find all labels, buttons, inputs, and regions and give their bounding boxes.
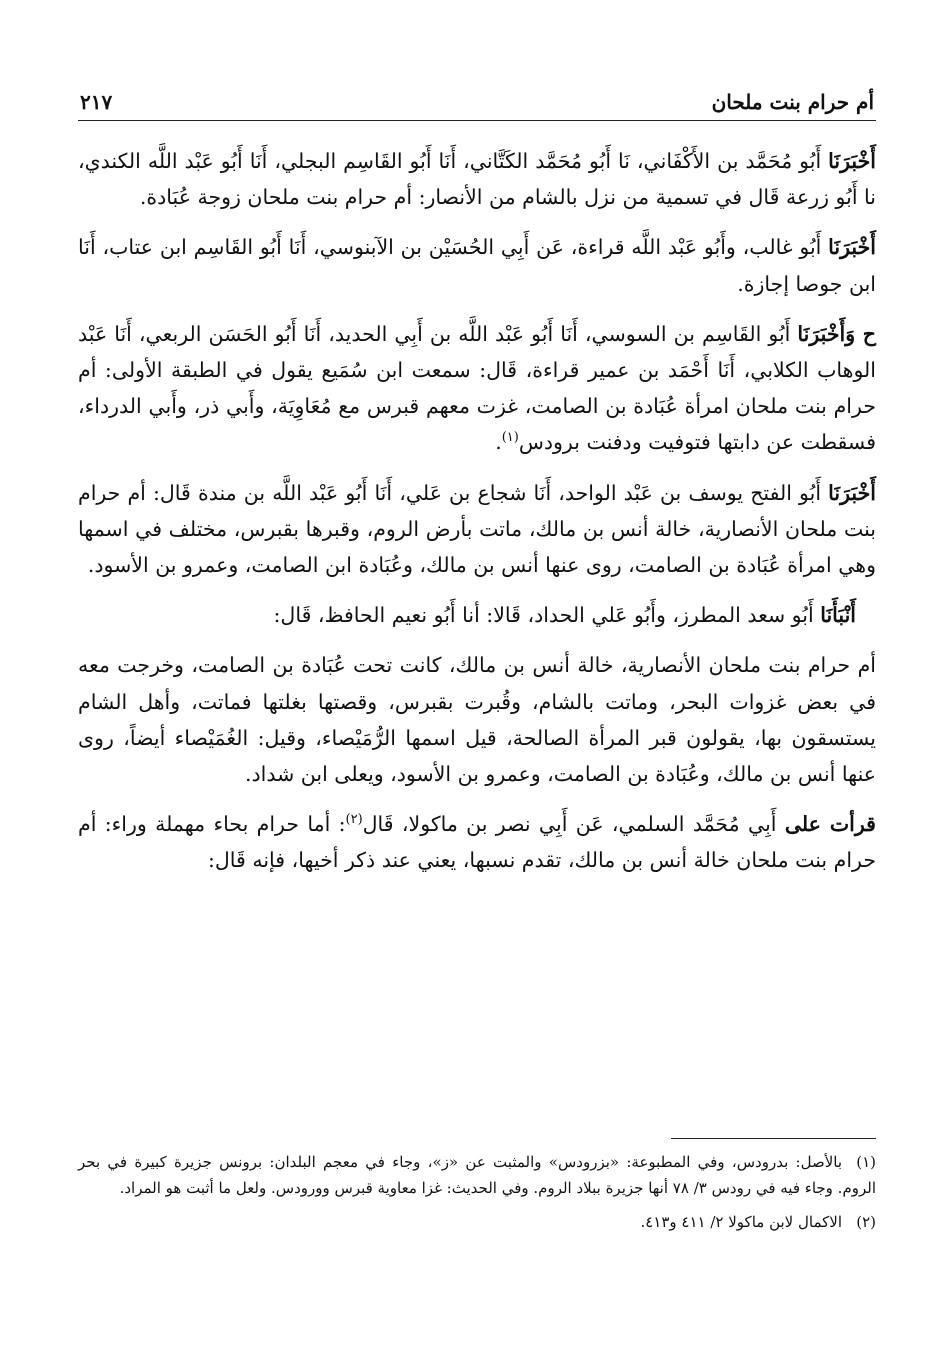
paragraph-text: أَبُو سعد المطرز، وأَبُو عَلي الحداد، قَالا: أنا أَبُو نعيم الحافظ، قَال: <box>273 603 821 628</box>
paragraph-tail: : أما حرام بحاء مهملة وراء: أم حرام بنت ملحان خالة أنس بن مالك، تقدم نسبها، يعني عند ذكر أخيها، فإنه قَال: <box>78 812 876 873</box>
paragraph-text: أَبُو غالب، وأَبُو عَبْد اللَّه قراءة، عَن أَبِي الحُسَيْن بن الآبنوسي، أَنَا أَبُو القَاسِم ابن عتاب، أَنَا ابن جوصا إجازة. <box>78 235 876 296</box>
main-text <box>78 143 876 879</box>
footnote-text: الاكمال لابن ماكولا ٢/ ٤١١ و٤١٣. <box>640 1213 842 1231</box>
paragraph-text: أم حرام بنت ملحان الأنصارية، خالة أنس بن مالك، كانت تحت عُبَادة بن الصامت، وخرجت معه في بعض غزوات البحر، وماتت بالشام، وقُبرت بقبرس، وقصتها بغلتها فماتت، وأهل الشام يستسقون بها، يقولون قبر المرأة الصالحة، قيل اسمها الرُّمَيْصاء، وقيل: الغُمَيْصاء أيضاً، روى عنها أنس بن مالك، وعُبَادة بن الصامت، وعمرو بن الأسود، ويعلى ابن شداد. <box>78 653 876 787</box>
footnote-divider <box>671 1138 876 1139</box>
paragraph-6 <box>78 647 876 792</box>
paragraph-lead: أَنْبَأَنَا <box>820 603 856 628</box>
page-number: ٢١٧ <box>80 90 113 114</box>
paragraph-text: أَبِي مُحَمَّد السلمي، عَن أَبِي نصر بن ماكولا، قَال <box>362 812 785 837</box>
paragraph-lead: أَخْبَرَنَا <box>828 235 876 260</box>
footnote-1 <box>78 1149 876 1201</box>
paragraph-lead: قرأت على <box>784 812 876 837</box>
paragraph-tail: . <box>495 430 502 455</box>
paragraph-lead: ح وَأَخْبَرَنَا <box>797 321 876 346</box>
paragraph-text: أَبُو الفتح يوسف بن عَبْد الواحد، أَنَا شجاع بن عَلي، أَنَا أَبُو عَبْد اللَّه بن مندة قَال: أم حرام بنت ملحان الأنصارية، خالة أنس بن مالك، ماتت بأرض الروم، وقبرها بقبرس، مختلف في اسمها وهي امرأة عُبَادة بن الصامت، روى عنها أنس بن مالك، وعُبَادة ابن الصامت، وعمرو بن الأسود. <box>78 480 876 578</box>
paragraph-7 <box>78 806 876 878</box>
footnote-ref-2[interactable]: (٢) <box>345 812 363 828</box>
paragraph-text: أَبُو القَاسِم بن السوسي، أَنَا أَبُو عَبْد اللَّه بن أَبِي الحديد، أَنَا أَبُو الحَسَن الربعي، أَنَا عَبْد الوهاب الكلابي، أَنَا أَحْمَد بن عمير قراءة، قَال: سمعت ابن سُمَيع يقول في الطبقة الأولى: أم حرام بنت ملحان امرأة عُبَادة بن الصامت، غزت معهم قبرس مع مُعَاوِيَة، وأَبي ذر، وأَبي الدرداء، فسقطت عن دابتها فتوفيت ودفنت برودس <box>78 321 876 455</box>
footnote-text: بالأصل: بدرودس، وفي المطبوعة: «بزرودس» والمثبت عن «ز»، وجاء في معجم البلدان: برونس جزيرة كبيرة في بحر الروم. وجاء فيه في رودس ٣/ ٧٨ أنها جزيرة ببلاد الروم. وفي الحديث: غزا معاوية قبرس وورودس. ولعل ما أثبت هو المراد. <box>78 1153 876 1197</box>
footnote-ref-1[interactable]: (١) <box>501 430 519 446</box>
footnote-number: (٢) <box>856 1213 876 1231</box>
footnote-number: (١) <box>856 1153 876 1171</box>
paragraph-2 <box>78 229 876 301</box>
footnotes <box>78 1138 876 1243</box>
paragraph-1 <box>78 143 876 215</box>
paragraph-4 <box>78 475 876 584</box>
paragraph-lead: أَخْبَرَنَا <box>828 480 876 505</box>
paragraph-5 <box>78 597 876 633</box>
paragraph-3 <box>78 316 876 461</box>
footnote-2 <box>78 1209 876 1235</box>
paragraph-lead: أَخْبَرَنَا <box>828 149 876 173</box>
paragraph-text: أَبُو مُحَمَّد بن الأَكْفَاني، نَا أَبُو مُحَمَّد الكَتَّاني، أَنَا أَبُو القَاسِم البجلي، أَنَا أَبُو عَبْد اللَّه الكندي، نا أَبُو زرعة قَال في تسمية من نزل بالشام من الأنصار: أم حرام بنت ملحان زوجة عُبَادة. <box>78 149 876 210</box>
page-header <box>78 70 876 121</box>
running-title: أم حرام بنت ملحان <box>711 90 874 114</box>
